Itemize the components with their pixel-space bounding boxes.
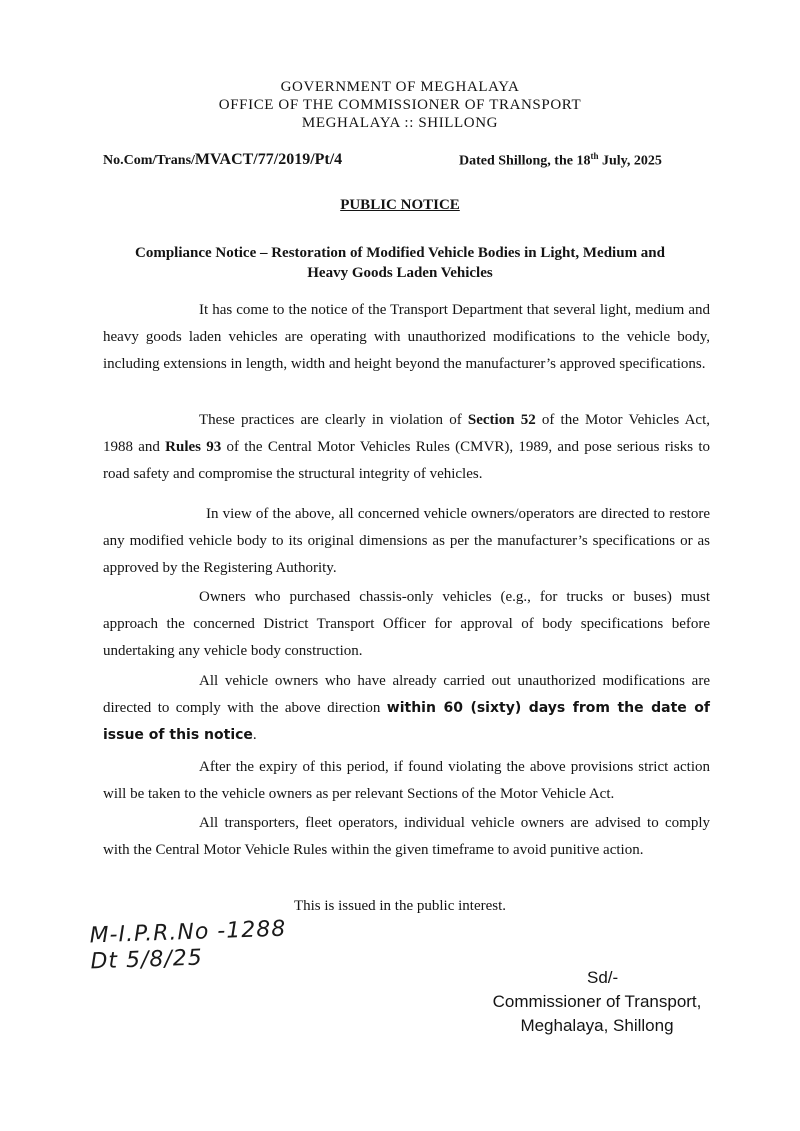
reference-code: MVACT/77/2019/Pt/4 <box>194 151 343 168</box>
paragraph-2-text-c: of the Motor Vehicles Act, 1988 and <box>103 412 711 455</box>
reference-prefix: No.Com/Trans/ <box>103 153 195 168</box>
paragraph-5-text-c: . <box>252 727 257 743</box>
subject-line-1: Compliance Notice – Restoration of Modified Vehicle Bodies in Light, Medium and <box>135 245 665 261</box>
paragraph-7: All transporters, fleet operators, individual vehicle owners are advised to comply with the Central Motor Vehicle Rules within the given timeframe to avoid punitive action. <box>103 815 710 858</box>
rules-reference: Rules 93 <box>165 439 222 455</box>
paragraph-2 <box>103 407 710 488</box>
paragraph-3: In view of the above, all concerned vehicle owners/operators are directed to restore any modified vehicle body to its original dimensions as per the manufacturer’s specifications or as approved by the Registering Authority. <box>103 506 710 576</box>
notice-date <box>459 151 662 170</box>
date-ordinal: th <box>590 151 599 161</box>
handwritten-annotation <box>89 917 287 976</box>
paragraph-4: Owners who purchased chassis-only vehicles (e.g., for trucks or buses) must approach the concerned District Transport Officer for approval of body specifications before undertaking any vehicle body construction. <box>103 589 710 659</box>
reference-number <box>103 151 342 169</box>
notice-title: PUBLIC NOTICE <box>340 197 460 213</box>
date-prefix: Dated Shillong, the 18 <box>459 153 591 169</box>
signatory-title: Commissioner of Transport, <box>492 992 702 1011</box>
letterhead-government: GOVERNMENT OF MEGHALAYA <box>280 79 520 95</box>
signatory-place: Meghalaya, Shillong <box>520 1016 674 1035</box>
paragraph-1: It has come to the notice of the Transport Department that several light, medium and heavy goods laden vehicles are operating with unauthorized modifications to the vehicle body, including extensions in length, width and height beyond the manufacturer’s approved specifications. <box>103 302 710 372</box>
issued-statement: This is issued in the public interest. <box>293 898 507 914</box>
subject-heading <box>100 243 700 283</box>
compliance-deadline: within 60 (sixty) days from the date of issue of this notice <box>103 700 710 743</box>
subject-line-2: Heavy Goods Laden Vehicles <box>307 265 493 281</box>
paragraph-2-text-e: of the Central Motor Vehicles Rules (CMVR), 1989, and pose serious risks to road safety and compromise the structural integrity of vehicles. <box>103 439 710 482</box>
paragraph-5 <box>103 668 710 749</box>
signature-block <box>492 966 702 1038</box>
letterhead-location: MEGHALAYA :: SHILLONG <box>301 115 499 131</box>
paragraph-5-text-a: All vehicle owners who have already carried out unauthorized modifications are directed to comply with the above direction <box>103 673 710 716</box>
paragraph-6: After the expiry of this period, if found violating the above provisions strict action will be taken to the vehicle owners as per relevant Sections of the Motor Vehicle Act. <box>103 759 710 802</box>
signature-sd: Sd/- <box>587 968 619 987</box>
handwritten-line-2: Dt 5/8/25 <box>90 945 204 975</box>
section-reference: Section 52 <box>467 412 536 428</box>
paragraph-2-text-a: These practices are clearly in violation of <box>199 412 468 428</box>
date-suffix: July, 2025 <box>598 153 662 169</box>
letterhead <box>0 78 800 132</box>
handwritten-line-1: M-I.P.R.No -1288 <box>89 916 287 949</box>
letterhead-office: OFFICE OF THE COMMISSIONER OF TRANSPORT <box>218 97 582 113</box>
